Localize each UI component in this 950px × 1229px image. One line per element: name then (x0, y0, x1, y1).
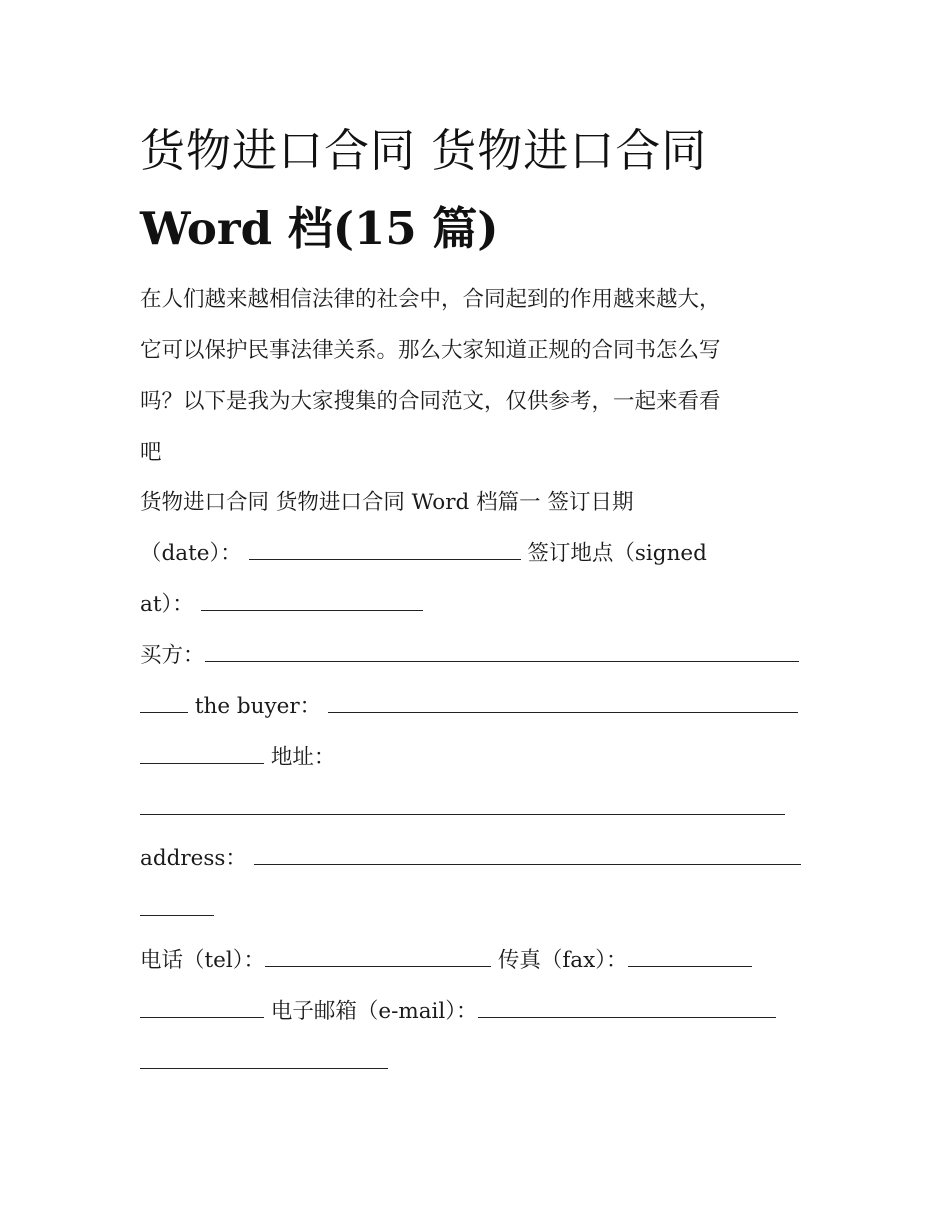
tel-blank (265, 948, 491, 967)
title-part-1: 货物进口合同 货物进口合同 (140, 124, 708, 177)
address-cn-blank (140, 796, 785, 815)
title-part-2: Word 档(15 篇) (140, 202, 499, 255)
buyer-en-blank (328, 694, 798, 713)
intro-line-4: 吧 (140, 440, 162, 465)
section-heading: 货物进口合同 货物进口合同 Word 档篇一 签订日期 (140, 490, 634, 515)
buyer-cn-row (140, 641, 799, 671)
email-blank (478, 999, 776, 1018)
signed-at-label-cont: at）： (140, 592, 194, 617)
address-en-row (140, 844, 801, 874)
buyer-cn-blank-cont (140, 694, 188, 713)
signed-at-label: 签订地点（signed (527, 541, 707, 566)
email-label: 电子邮箱（e-mail）： (270, 999, 478, 1024)
fax-blank-cont (140, 999, 264, 1018)
buyer-cn-blank (205, 643, 799, 662)
fax-label: 传真（fax）： (497, 948, 628, 973)
address-en-blank-row (140, 895, 214, 925)
intro-line-2: 它可以保护民事法律关系。那么大家知道正规的合同书怎么写 (140, 338, 721, 363)
tel-label: 电话（tel）： (140, 948, 265, 973)
address-en-blank-cont (140, 897, 214, 916)
buyer-cn-label: 买方： (140, 643, 205, 668)
date-row (140, 539, 707, 569)
tel-fax-row (140, 946, 752, 976)
signed-at-row (140, 590, 423, 620)
intro-line-3: 吗？以下是我为大家搜集的合同范文，仅供参考，一起来看看 (140, 389, 721, 414)
intro-line-1: 在人们越来越相信法律的社会中，合同起到的作用越来越大， (140, 287, 721, 312)
date-blank (249, 541, 521, 560)
address-cn-blank-row (140, 794, 785, 824)
buyer-en-blank-cont (140, 745, 264, 764)
document-title (140, 112, 820, 268)
address-cn-label: 地址： (270, 745, 336, 770)
date-label: （date）： (140, 541, 242, 566)
address-en-blank (254, 846, 801, 865)
email-blank-cont (140, 1050, 388, 1069)
buyer-en-row (140, 692, 798, 722)
signed-at-blank (201, 592, 423, 611)
address-en-label: address： (140, 846, 247, 871)
email-blank-row (140, 1048, 388, 1078)
buyer-en-label: the buyer： (194, 694, 322, 719)
address-cn-row (140, 743, 335, 773)
fax-blank (628, 948, 752, 967)
email-row (140, 997, 776, 1027)
